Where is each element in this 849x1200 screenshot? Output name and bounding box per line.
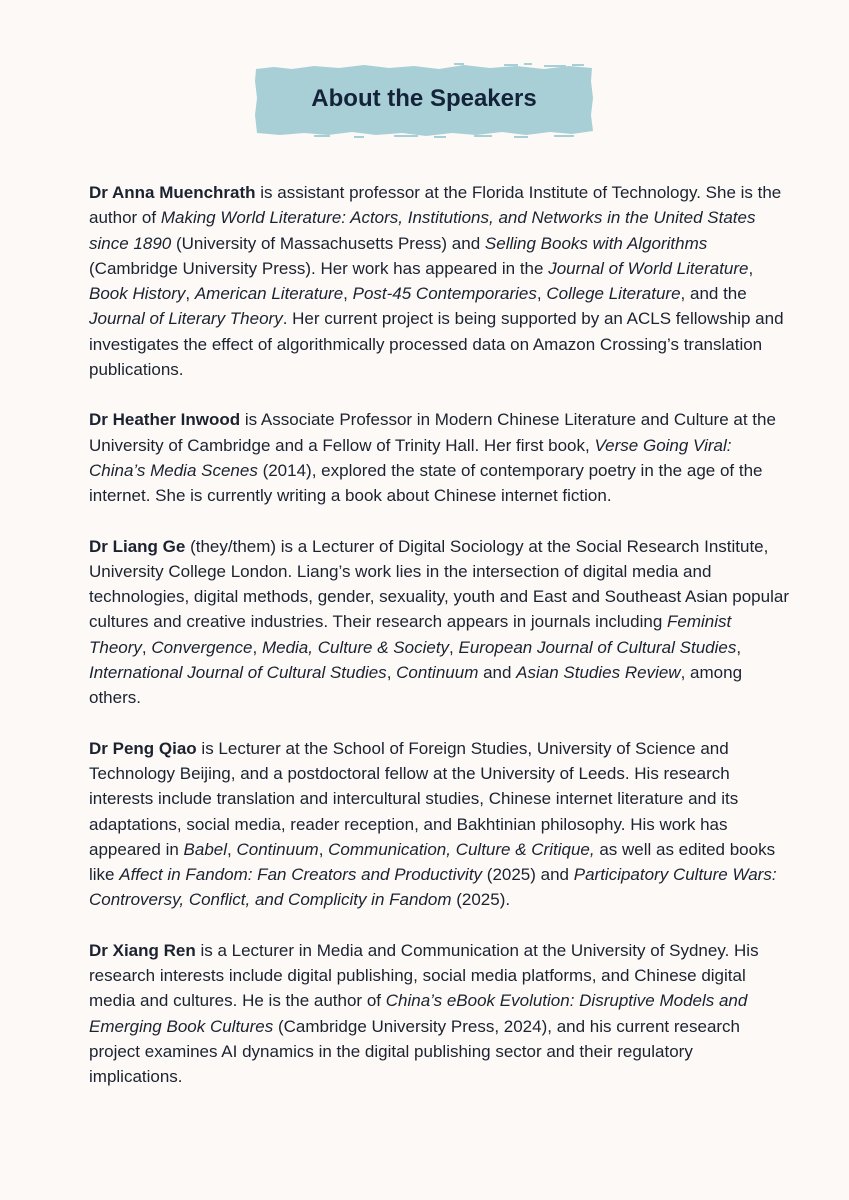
- bio-text: , and the: [680, 284, 747, 304]
- publication-title: Selling Books with Algorithms: [484, 233, 708, 253]
- bio-text: ,: [386, 663, 397, 683]
- bio-text: is Lecturer at the School of Foreign Studies, University of Science and Technology Beijing, and a postdoctoral fellow at the University of Leeds. His research interests include translation and intercultural studies, Chinese internet literature and its adaptations, social media, reader reception, and Bakhtinian philosophy. His work has appeared in: [89, 738, 739, 859]
- publication-title: Post-45 Contemporaries: [352, 284, 537, 304]
- page-title: About the Speakers: [311, 85, 537, 112]
- speaker-bios: [89, 180, 789, 1115]
- bio-text: (Cambridge University Press, 2024), and his current research project examines AI dynamics in the digital publishing sector and their regulatory implications.: [89, 1016, 741, 1087]
- speaker-bio: [89, 534, 789, 711]
- bio-text: ,: [449, 637, 459, 657]
- bio-text: ,: [536, 284, 547, 304]
- bio-text: , among others.: [89, 663, 743, 708]
- bio-text: and: [478, 663, 517, 683]
- publication-title: College Literature: [546, 284, 681, 304]
- publication-title: Affect in Fandom: Fan Creators and Productivity: [119, 865, 483, 885]
- bio-text: ,: [185, 284, 195, 304]
- publication-title: Media, Culture & Society: [261, 637, 450, 657]
- bio-text: ,: [141, 637, 152, 657]
- bio-text: ,: [252, 637, 262, 657]
- publication-title: Journal of World Literature: [548, 258, 749, 278]
- speaker-bio: [89, 407, 789, 508]
- bio-text: . Her current project is being supported by an ACLS fellowship and investigates the effect of algorithmically processed data on Amazon Crossing’s translation publications.: [89, 309, 784, 380]
- bio-text: ,: [318, 839, 329, 859]
- bio-text: (2014), explored the state of contemporary poetry in the age of the internet. She is currently writing a book about Chinese internet fiction.: [89, 460, 763, 506]
- speaker-name: Dr Heather Inwood: [89, 410, 241, 430]
- publication-title: Participatory Culture Wars: Controversy, Conflict, and Complicity in Fandom: [89, 865, 777, 910]
- bio-text: as well as edited books like: [89, 839, 776, 885]
- speaker-bio: [89, 180, 789, 382]
- publication-title: Continuum: [396, 663, 479, 683]
- publication-title: Making World Literature: Actors, Institutions, and Networks in the United States since 1890: [89, 208, 756, 253]
- bio-text: (University of Massachusetts Press) and: [171, 233, 485, 253]
- bio-text: is assistant professor at the Florida Institute of Technology. She is the author of: [89, 183, 782, 228]
- bio-text: is Associate Professor in Modern Chinese Literature and Culture at the University of Cambridge and a Fellow of Trinity Hall. Her first book,: [89, 410, 776, 455]
- publication-title: Communication, Culture & Critique,: [328, 839, 595, 859]
- publication-title: Convergence: [151, 637, 253, 657]
- bio-text: is a Lecturer in Media and Communication at the University of Sydney. His research interests include digital publishing, social media platforms, and Chinese digital media and cultures. He is the author of: [89, 940, 759, 1011]
- publication-title: American Literature: [194, 284, 344, 304]
- bio-text: (2025).: [451, 890, 511, 910]
- publication-title: Asian Studies Review: [516, 663, 681, 683]
- speaker-name: Dr Anna Muenchrath: [89, 183, 256, 202]
- bio-text: (2025) and: [482, 865, 574, 885]
- bio-text: (they/them) is a Lecturer of Digital Sociology at the Social Research Institute, University College London. Liang’s work lies in the intersection of digital media and technologies, digital methods, gender, sexuality, youth and East and Southeast Asian popular cultures and creative industries. Their research appears in journals including: [89, 536, 789, 632]
- speaker-bio: [89, 736, 789, 913]
- publication-title: Continuum: [236, 839, 319, 859]
- publication-title: Babel: [183, 839, 228, 859]
- bio-text: ,: [227, 839, 237, 859]
- publication-title: International Journal of Cultural Studies: [89, 663, 387, 683]
- publication-title: Verse Going Viral: China’s Media Scenes: [89, 435, 732, 480]
- publication-title: China’s eBook Evolution: Disruptive Models and Emerging Book Cultures: [89, 991, 748, 1036]
- title-banner: [254, 63, 594, 138]
- speaker-name: Dr Peng Qiao: [89, 738, 197, 758]
- bio-text: ,: [736, 637, 742, 657]
- publication-title: Journal of Literary Theory: [89, 309, 283, 329]
- speaker-bio: [89, 938, 789, 1090]
- speaker-name: Dr Xiang Ren: [89, 940, 196, 960]
- publication-title: Book History: [89, 284, 186, 304]
- bio-text: ,: [343, 284, 353, 304]
- publication-title: Feminist Theory: [89, 612, 732, 657]
- publication-title: European Journal of Cultural Studies: [458, 637, 737, 657]
- speaker-name: Dr Liang Ge: [89, 536, 186, 556]
- bio-text: (Cambridge University Press). Her work has appeared in the: [89, 258, 549, 278]
- bio-text: ,: [748, 258, 754, 278]
